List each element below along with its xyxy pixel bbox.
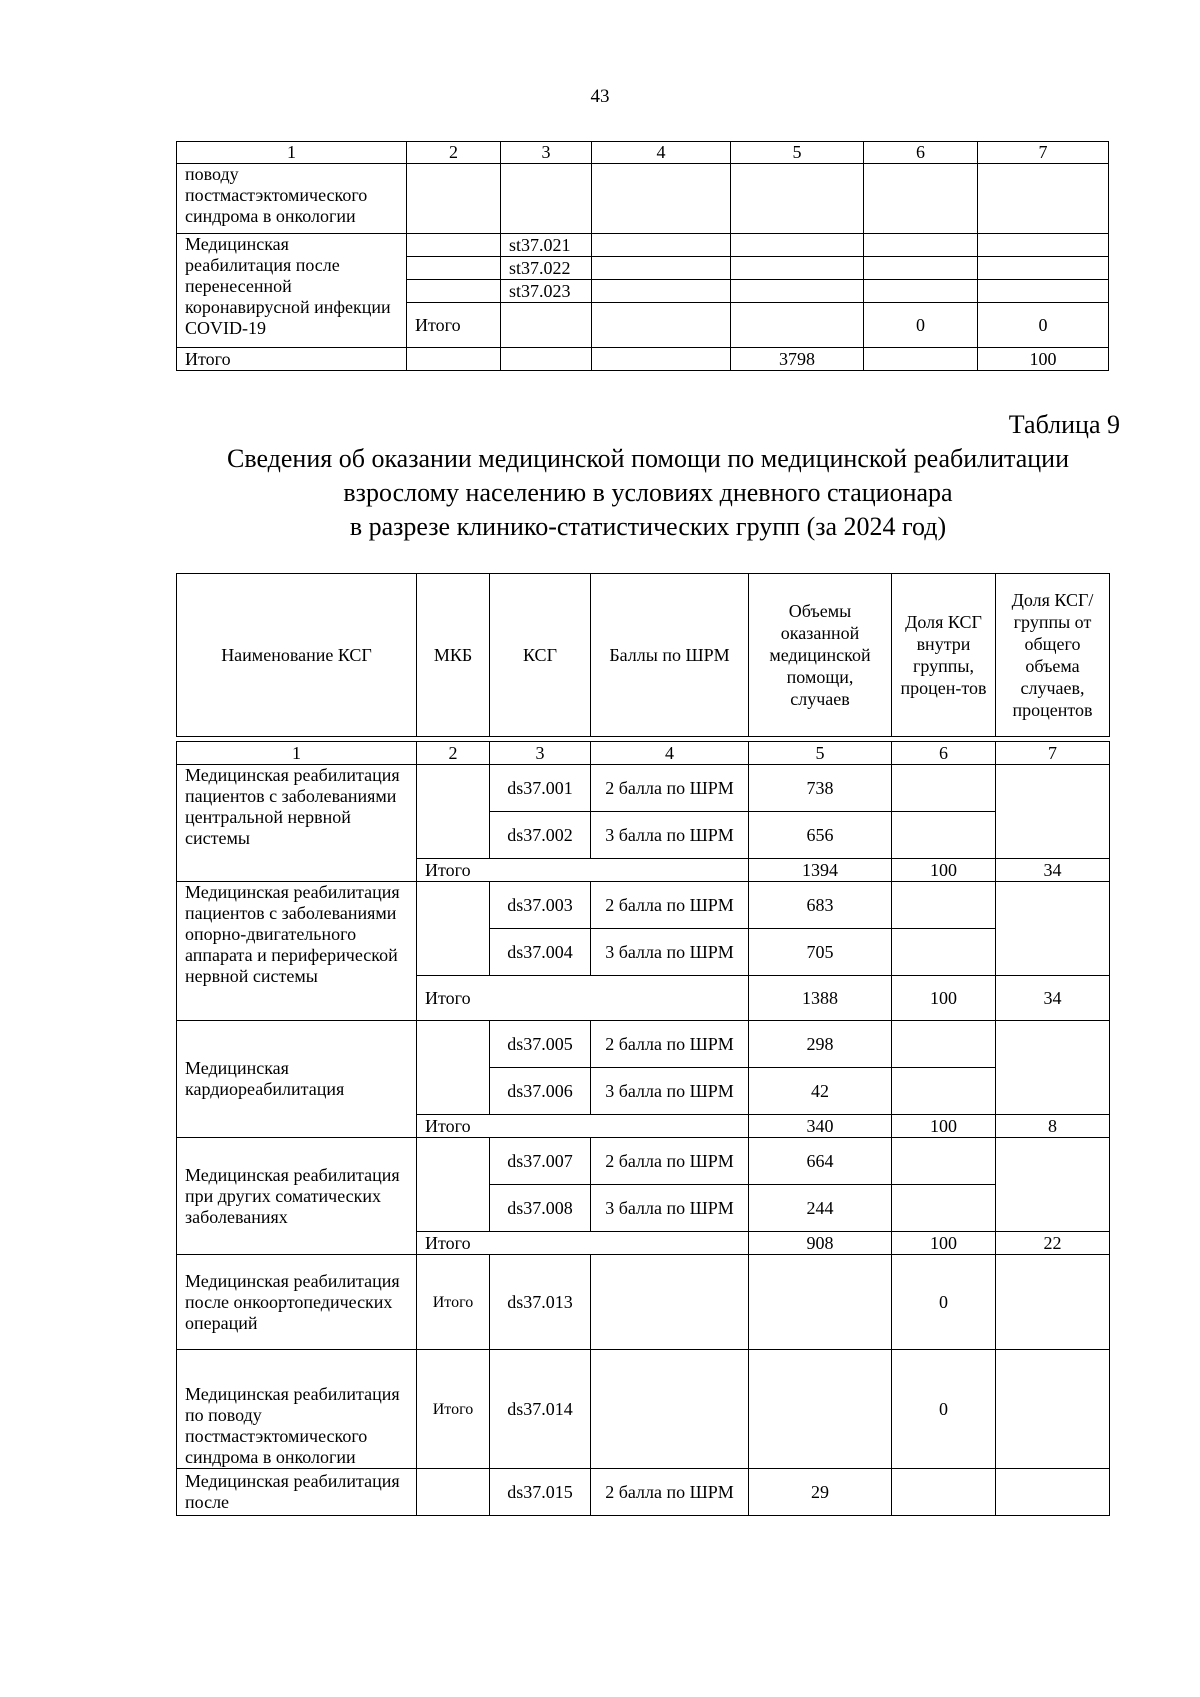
- subtotal-label: Итого: [407, 303, 501, 348]
- share-total-cell: 8: [996, 1115, 1110, 1138]
- col-number: 7: [996, 742, 1110, 765]
- volume-cell: 29: [749, 1469, 892, 1516]
- ksg-code-cell: ds37.004: [490, 929, 591, 976]
- score-cell: 3 балла по ШРМ: [591, 929, 749, 976]
- header-volume: Объемы оказанной медицинской помощи, случаев: [749, 574, 892, 737]
- score-cell: 3 балла по ШРМ: [591, 1185, 749, 1232]
- col-number: 4: [591, 742, 749, 765]
- col-number: 2: [407, 142, 501, 164]
- share-in-group-cell: 0: [864, 303, 978, 348]
- column-number-row: [177, 742, 1110, 765]
- ksg-code-cell: ds37.006: [490, 1068, 591, 1115]
- ksg-code-cell: st37.023: [501, 280, 592, 303]
- col-number: 3: [490, 742, 591, 765]
- ksg-code-cell: ds37.003: [490, 882, 591, 929]
- ksg-code-cell: ds37.001: [490, 765, 591, 812]
- ksg-name-cell: Медицинская реабилитация после перенесенной коронавирусной инфекции COVID-19: [177, 234, 407, 348]
- ksg-code-cell: ds37.013: [490, 1255, 591, 1350]
- mkb-cell: Итого: [417, 1255, 490, 1350]
- volume-cell: 738: [749, 765, 892, 812]
- table-row: [177, 1138, 1110, 1185]
- column-number-row: [177, 142, 1109, 164]
- col-number: 6: [864, 142, 978, 164]
- table-row: [177, 882, 1110, 929]
- ksg-name-cell: Медицинская реабилитация при других соматических заболеваниях: [177, 1138, 417, 1255]
- subtotal-label: Итого: [417, 859, 749, 882]
- ksg-name-cell: Медицинская реабилитация после онкоортопедических операций: [177, 1255, 417, 1350]
- header-mkb: МКБ: [417, 574, 490, 737]
- share-in-group-cell: 0: [892, 1255, 996, 1350]
- table-row: [177, 164, 1109, 234]
- score-cell: 2 балла по ШРМ: [591, 882, 749, 929]
- ksg-code-cell: st37.022: [501, 257, 592, 280]
- share-in-group-cell: 100: [892, 1115, 996, 1138]
- table-9-body: [176, 741, 1110, 1516]
- ksg-code-cell: st37.021: [501, 234, 592, 257]
- share-in-group-cell: 100: [892, 1232, 996, 1255]
- subtotal-label: Итого: [417, 1232, 749, 1255]
- table-title-line: взрослому населению в условиях дневного стационара: [343, 478, 953, 507]
- share-in-group-cell: 100: [892, 859, 996, 882]
- share-in-group-cell: 100: [892, 976, 996, 1021]
- table-row: [177, 1255, 1110, 1350]
- volume-cell: 244: [749, 1185, 892, 1232]
- table-label: Таблица 9: [1008, 410, 1120, 439]
- volume-cell: 705: [749, 929, 892, 976]
- table-row: [177, 1021, 1110, 1068]
- mkb-cell: Итого: [417, 1350, 490, 1469]
- continued-table: [176, 141, 1109, 371]
- table-row: [177, 1350, 1110, 1469]
- ksg-code-cell: ds37.002: [490, 812, 591, 859]
- page-number: 43: [590, 86, 610, 107]
- subtotal-label: Итого: [417, 976, 749, 1021]
- volume-cell: 298: [749, 1021, 892, 1068]
- header-ksg-name: Наименование КСГ: [177, 574, 417, 737]
- header-score: Баллы по ШРМ: [591, 574, 749, 737]
- table-9-header: [176, 573, 1110, 737]
- table-title-line: в разрезе клинико-статистических групп (за 2024 год): [349, 512, 947, 541]
- header-ksg: КСГ: [490, 574, 591, 737]
- ksg-code-cell: ds37.014: [490, 1350, 591, 1469]
- score-cell: 2 балла по ШРМ: [591, 1138, 749, 1185]
- volume-cell: 1388: [749, 976, 892, 1021]
- volume-cell: 683: [749, 882, 892, 929]
- total-row: [177, 348, 1109, 371]
- ksg-code-cell: ds37.008: [490, 1185, 591, 1232]
- share-total-cell: 100: [978, 348, 1109, 371]
- share-total-cell: 34: [996, 976, 1110, 1021]
- col-number: 1: [177, 742, 417, 765]
- share-total-cell: 34: [996, 859, 1110, 882]
- col-number: 5: [749, 742, 892, 765]
- volume-cell: 656: [749, 812, 892, 859]
- table-row: [177, 234, 1109, 257]
- volume-cell: 908: [749, 1232, 892, 1255]
- ksg-name-cell: Медицинская реабилитация по поводу постмастэктомического синдрома в онкологии: [177, 1350, 417, 1469]
- table-row: [177, 765, 1110, 812]
- header-share-in-group: Доля КСГ внутри группы, процен-тов: [892, 574, 996, 737]
- ksg-code-cell: ds37.015: [490, 1469, 591, 1516]
- col-number: 1: [177, 142, 407, 164]
- volume-cell: 664: [749, 1138, 892, 1185]
- score-cell: 2 балла по ШРМ: [591, 1469, 749, 1516]
- total-label: Итого: [177, 348, 407, 371]
- share-total-cell: 0: [978, 303, 1109, 348]
- subtotal-label: Итого: [417, 1115, 749, 1138]
- ksg-code-cell: ds37.007: [490, 1138, 591, 1185]
- score-cell: 3 балла по ШРМ: [591, 812, 749, 859]
- ksg-name-cell: Медицинская реабилитация пациентов с заболеваниями центральной нервной системы: [177, 765, 417, 882]
- score-cell: 3 балла по ШРМ: [591, 1068, 749, 1115]
- ksg-name-cell: Медицинская реабилитация пациентов с заболеваниями опорно-двигательного аппарата и периферической нервной системы: [177, 882, 417, 1021]
- volume-cell: 340: [749, 1115, 892, 1138]
- col-number: 6: [892, 742, 996, 765]
- col-number: 4: [592, 142, 731, 164]
- col-number: 7: [978, 142, 1109, 164]
- col-number: 5: [731, 142, 864, 164]
- volume-cell: 42: [749, 1068, 892, 1115]
- share-total-cell: 22: [996, 1232, 1110, 1255]
- share-in-group-cell: 0: [892, 1350, 996, 1469]
- ksg-code-cell: ds37.005: [490, 1021, 591, 1068]
- col-number: 3: [501, 142, 592, 164]
- header-share-total: Доля КСГ/ группы от общего объема случаев, процентов: [996, 574, 1110, 737]
- header-row: [177, 574, 1110, 737]
- ksg-name-cell: Медицинская реабилитация после: [177, 1469, 417, 1516]
- volume-cell: 1394: [749, 859, 892, 882]
- ksg-name-cell: поводу постмастэктомического синдрома в онкологии: [177, 164, 407, 234]
- volume-cell: 3798: [731, 348, 864, 371]
- col-number: 2: [417, 742, 490, 765]
- score-cell: 2 балла по ШРМ: [591, 1021, 749, 1068]
- score-cell: 2 балла по ШРМ: [591, 765, 749, 812]
- table-row: [177, 1469, 1110, 1516]
- ksg-name-cell: Медицинская кардиореабилитация: [177, 1021, 417, 1138]
- table-title-line: Сведения об оказании медицинской помощи по медицинской реабилитации: [227, 444, 1069, 473]
